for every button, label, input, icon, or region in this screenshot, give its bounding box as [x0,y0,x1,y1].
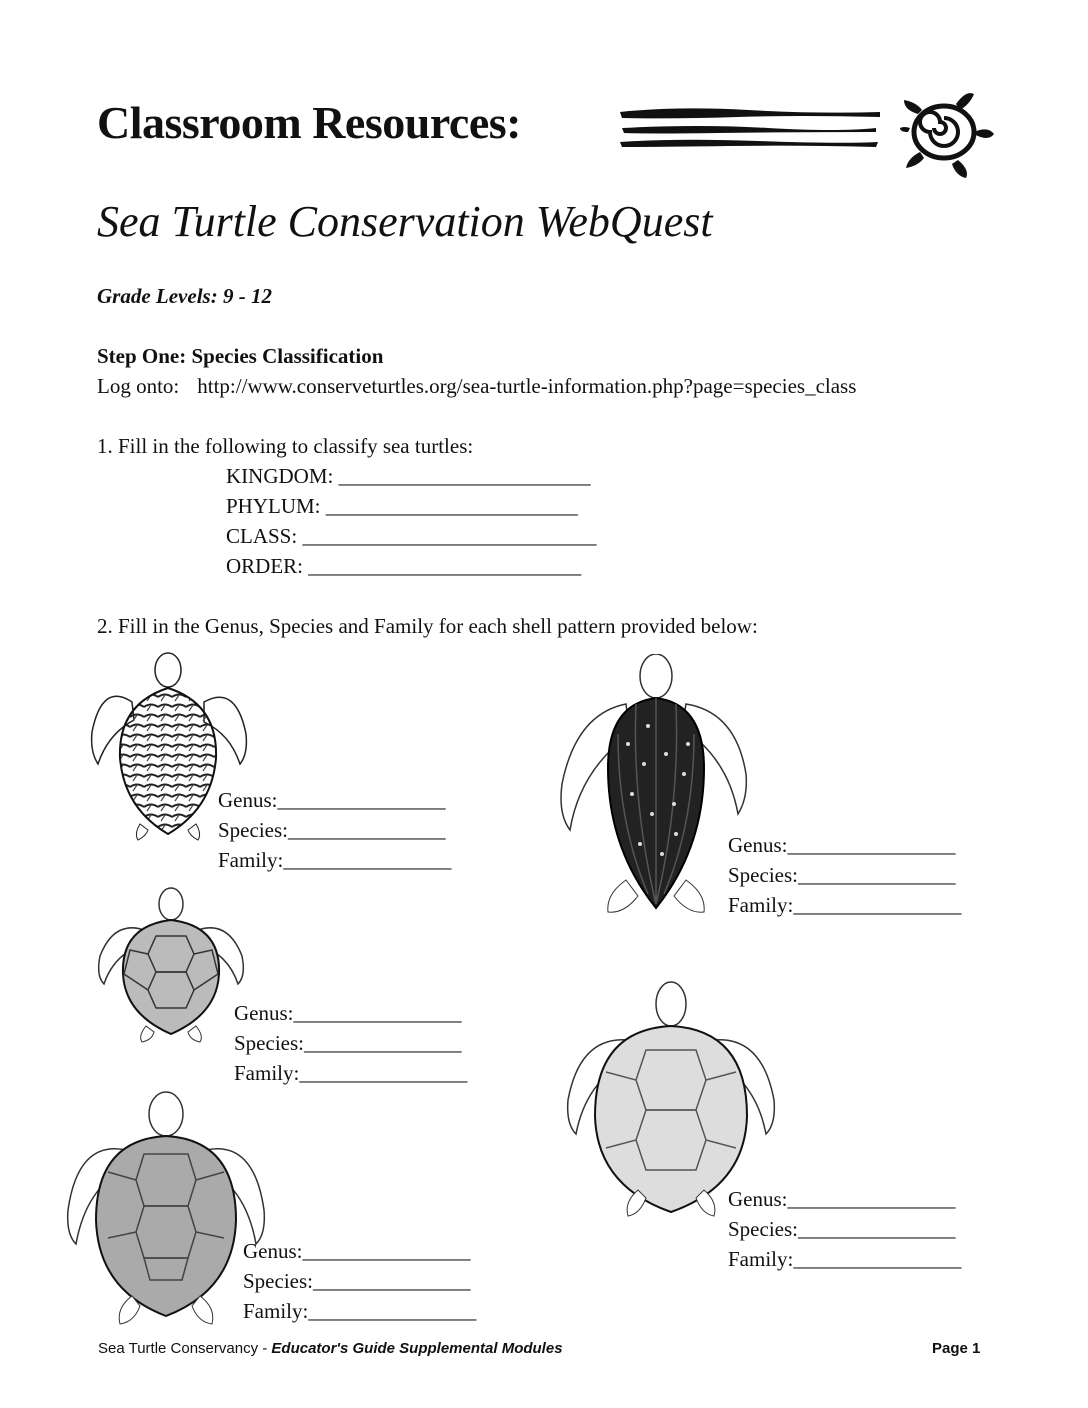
page-subtitle: Sea Turtle Conservation WebQuest [97,197,713,246]
turtle-4-species[interactable]: Species:_______________ [728,1217,956,1241]
footer-org: Sea Turtle Conservancy - [98,1340,272,1357]
question-2-prompt: 2. Fill in the Genus, Species and Family for each shell pattern provided below: [97,614,758,638]
step-one-heading: Step One: Species Classification [97,344,384,368]
kingdom-field[interactable]: KINGDOM: ________________________ [226,464,591,488]
page-title: Classroom Resources: [97,97,521,148]
header-brush-stroke [618,104,883,150]
turtle-4-genus[interactable]: Genus:________________ [728,1187,956,1211]
turtle-5-genus[interactable]: Genus:________________ [243,1239,471,1263]
turtle-1-family[interactable]: Family:________________ [218,848,452,872]
turtle-4-family[interactable]: Family:________________ [728,1247,962,1271]
turtle-5-species[interactable]: Species:_______________ [243,1269,471,1293]
turtle-2-genus[interactable]: Genus:________________ [728,833,956,857]
phylum-field[interactable]: PHYLUM: ________________________ [226,494,578,518]
page-number: Page 1 [932,1340,981,1357]
grade-levels: Grade Levels: 9 - 12 [97,284,272,308]
turtle-3-genus[interactable]: Genus:________________ [234,1001,462,1025]
footer [98,1340,563,1357]
turtle-1-species[interactable]: Species:_______________ [218,818,446,842]
loggerhead-turtle-illustration [66,1090,266,1330]
turtle-1-genus[interactable]: Genus:________________ [218,788,446,812]
turtle-3-species[interactable]: Species:_______________ [234,1031,462,1055]
order-field[interactable]: ORDER: __________________________ [226,554,582,578]
turtle-2-family[interactable]: Family:________________ [728,893,962,917]
footer-guide: Educator's Guide Supplemental Modules [271,1340,563,1357]
turtle-logo-icon [898,84,998,184]
log-on-label: Log onto: [97,374,180,398]
turtle-3-family[interactable]: Family:________________ [234,1061,468,1085]
green-turtle-illustration [96,886,246,1046]
leatherback-turtle-illustration [556,654,752,918]
turtle-5-family[interactable]: Family:________________ [243,1299,477,1323]
question-1-prompt: 1. Fill in the following to classify sea turtles: [97,434,474,458]
log-on-line [97,374,856,399]
species-url-link[interactable]: http://www.conserveturtles.org/sea-turtle-information.php?page=species_class [197,374,857,398]
class-field[interactable]: CLASS: ____________________________ [226,524,597,548]
turtle-2-species[interactable]: Species:_______________ [728,863,956,887]
